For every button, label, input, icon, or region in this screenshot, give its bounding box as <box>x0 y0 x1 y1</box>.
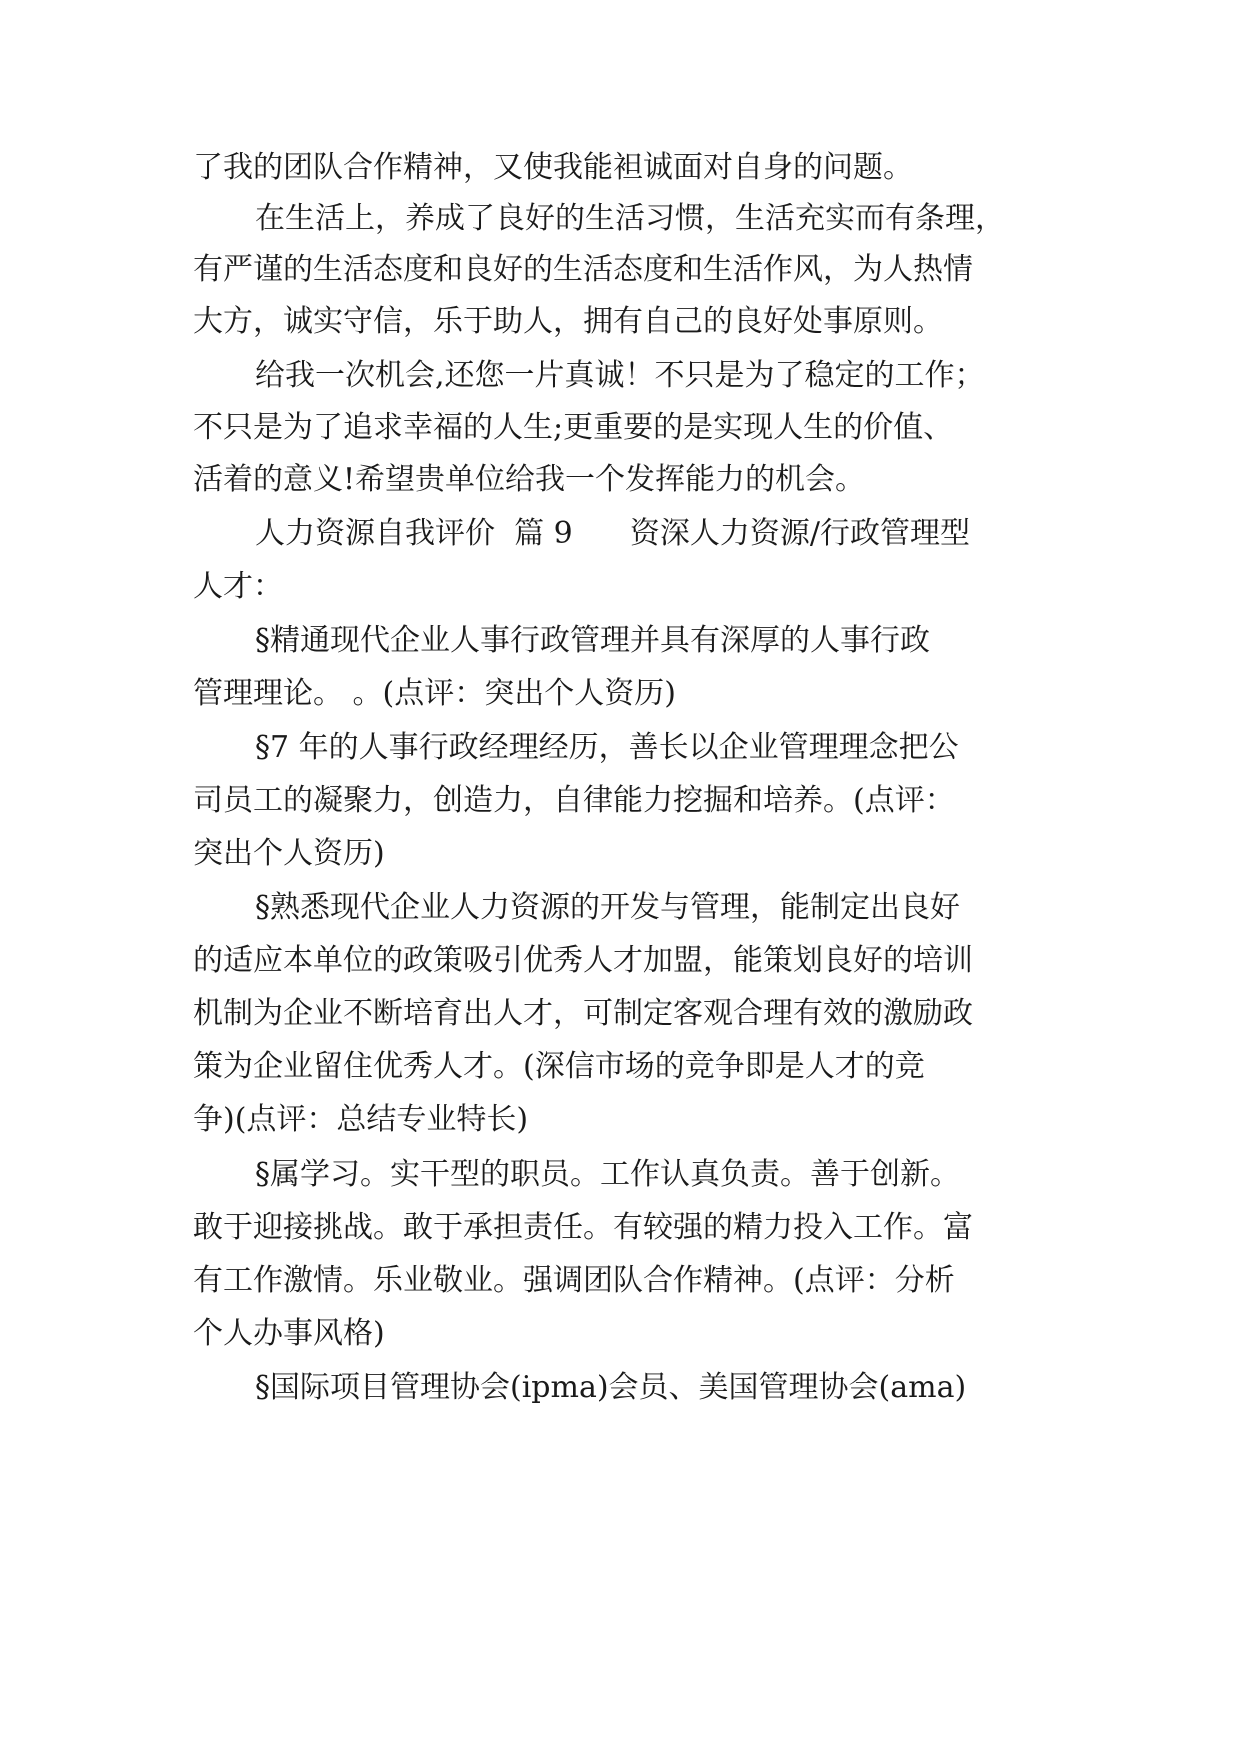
bullet-item-line: §熟悉现代企业人力资源的开发与管理，能制定出良好 <box>255 890 960 925</box>
bullet-item-line: §7 年的人事行政经理经历，善长以企业管理理念把公 <box>255 730 959 765</box>
text-line: 策为企业留住优秀人才。(深信市场的竞争即是人才的竞 <box>193 1049 925 1084</box>
text-line: 活着的意义!希望贵单位给我一个发挥能力的机会。 <box>193 462 866 497</box>
text-line: 有严谨的生活态度和良好的生活态度和生活作风，为人热情 <box>193 252 973 287</box>
bullet-item-line: §精通现代企业人事行政管理并具有深厚的人事行政 <box>255 623 930 658</box>
text-line: 的适应本单位的政策吸引优秀人才加盟，能策划良好的培训 <box>193 943 973 978</box>
text-line: 了我的团队合作精神，又使我能袒诚面对自身的问题。 <box>193 150 913 185</box>
text-line: 敢于迎接挑战。敢于承担责任。有较强的精力投入工作。富 <box>193 1210 973 1245</box>
text-line: 突出个人资历) <box>193 836 385 871</box>
bullet-item-line: §国际项目管理协会(ipma)会员、美国管理协会(ama) <box>255 1370 967 1405</box>
paragraph-start-line: 在生活上，养成了良好的生活习惯，生活充实而有条理， <box>255 201 1005 236</box>
text-line: 大方，诚实守信，乐于助人，拥有自己的良好处事原则。 <box>193 304 943 339</box>
bullet-item-line: §属学习。实干型的职员。工作认真负责。善于创新。 <box>255 1157 960 1192</box>
text-line: 有工作激情。乐业敬业。强调团队合作精神。(点评：分析 <box>193 1263 955 1298</box>
section-heading-line: 人力资源自我评价 篇 9 资深人力资源/行政管理型 <box>255 516 971 551</box>
text-line: 个人办事风格) <box>193 1316 385 1351</box>
text-line: 管理理论。 。(点评：突出个人资历) <box>193 676 676 711</box>
text-line: 不只是为了追求幸福的人生;更重要的是实现人生的价值、 <box>193 410 954 445</box>
text-line: 司员工的凝聚力，创造力，自律能力挖掘和培养。(点评： <box>193 783 955 818</box>
text-line: 机制为企业不断培育出人才，可制定客观合理有效的激励政 <box>193 996 973 1031</box>
paragraph-start-line: 给我一次机会,还您一片真诚！不只是为了稳定的工作； <box>255 358 985 393</box>
text-line: 人才： <box>193 569 283 604</box>
text-line: 争)(点评：总结专业特长) <box>193 1102 529 1137</box>
